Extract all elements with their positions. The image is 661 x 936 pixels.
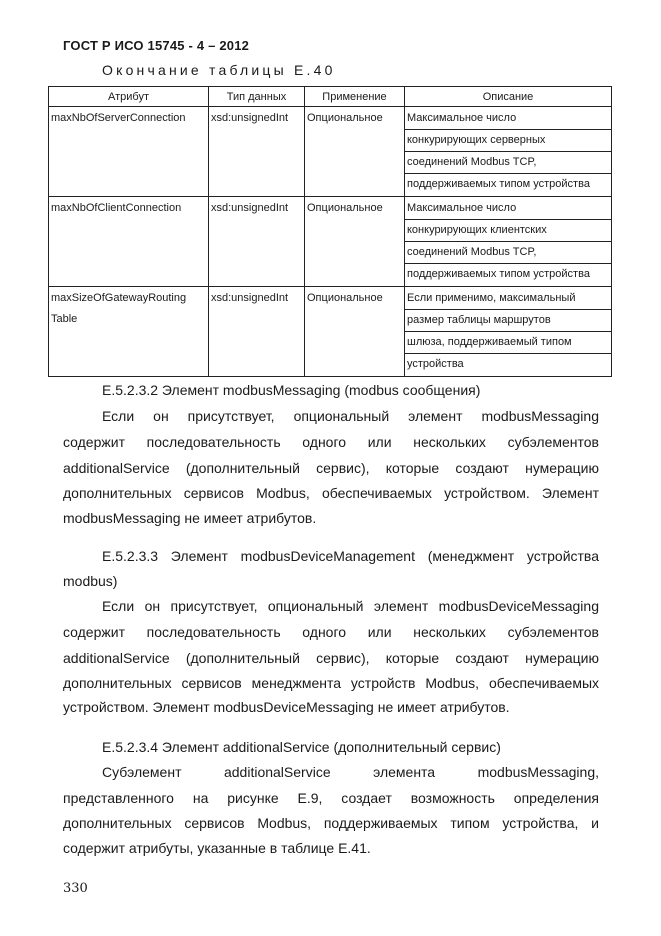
cell-text: maxNbOfClientConnection — [51, 202, 182, 214]
section-heading: Е.5.2.3.4 Элемент additionalService (дополнительный сервис) — [102, 739, 501, 755]
cell-text: конкурирующих серверных — [405, 130, 612, 152]
page-number: 330 — [63, 881, 88, 896]
cell-text: поддерживаемых типом устройства — [407, 178, 590, 190]
cell-attribute — [49, 197, 209, 287]
cell-attribute — [49, 287, 209, 377]
cell-text: maxNbOfServerConnection — [51, 112, 186, 124]
column-header-attribute: Атрибут — [49, 87, 209, 107]
cell-description — [405, 287, 612, 377]
cell-text: поддерживаемых типом устройства — [407, 268, 590, 280]
cell-text: Если применимо, максимальный — [405, 288, 612, 310]
cell-text: соединений Modbus TCP, — [405, 152, 612, 174]
cell-usage: Опциональное — [305, 107, 405, 197]
column-header-usage: Применение — [305, 87, 405, 107]
column-header-datatype: Тип данных — [209, 87, 305, 107]
cell-text: шлюза, поддерживаемый типом — [405, 332, 612, 354]
table-row — [49, 197, 612, 287]
paragraph-line: modbusMessaging не имеет атрибутов. — [63, 510, 317, 526]
paragraph-line: additionalService (дополнительный сервис), которые создают нумерацию — [63, 460, 599, 476]
cell-attribute — [49, 107, 209, 197]
paragraph-line: дополнительных сервисов Modbus, поддерживаемых типом устройства, и — [63, 815, 599, 831]
paragraph-line: устройством. Элемент modbusDeviceMessaging не имеет атрибутов. — [63, 699, 510, 715]
cell-datatype: xsd:unsignedInt — [209, 197, 305, 287]
cell-usage: Опциональное — [305, 197, 405, 287]
table-row — [49, 287, 612, 377]
section-heading: modbus) — [63, 573, 118, 589]
cell-text: maxSizeOfGatewayRouting — [51, 292, 187, 304]
table-caption: Окончание таблицы Е.40 — [102, 62, 336, 78]
cell-text: размер таблицы маршрутов — [405, 310, 612, 332]
paragraph-line: дополнительных сервисов Modbus, обеспечиваемых устройством. Элемент — [63, 485, 599, 501]
paragraph-line: Субэлемент additionalService элемента modbusMessaging, — [102, 764, 599, 780]
paragraph-line: Если он присутствует, опциональный элемент modbusMessaging — [102, 408, 599, 424]
paragraph-line: содержит атрибуты, указанные в таблице Е.41. — [63, 840, 371, 856]
document-header: ГОСТ Р ИСО 15745 - 4 – 2012 — [63, 38, 250, 53]
section-heading: Е.5.2.3.3 Элемент modbusDeviceManagement (менеджмент устройства — [102, 548, 599, 564]
table-row — [49, 107, 612, 197]
cell-text: Максимальное число — [405, 108, 612, 130]
cell-datatype: xsd:unsignedInt — [209, 107, 305, 197]
cell-description — [405, 197, 612, 287]
paragraph-line: дополнительных сервисов менеджмента устройств Modbus, обеспечиваемых — [63, 675, 599, 691]
paragraph-line: additionalService (дополнительный сервис), которые создают нумерацию — [63, 650, 599, 666]
cell-text: Максимальное число — [405, 198, 612, 220]
cell-text: Table — [51, 313, 78, 325]
cell-description — [405, 107, 612, 197]
paragraph-line: содержит последовательность одного или нескольких субэлементов — [63, 624, 599, 640]
paragraph-line: представленного на рисунке Е.9, создает возможность определения — [63, 790, 599, 806]
paragraph-line: Если он присутствует, опциональный элемент modbusDeviceMessaging — [102, 598, 599, 614]
cell-text: конкурирующих клиентских — [405, 220, 612, 242]
paragraph-line: содержит последовательность одного или нескольких субэлементов — [63, 434, 599, 450]
cell-datatype: xsd:unsignedInt — [209, 287, 305, 377]
cell-text: соединений Modbus TCP, — [405, 242, 612, 264]
attributes-table — [48, 86, 612, 377]
column-header-description: Описание — [405, 87, 612, 107]
table-header-row — [49, 87, 612, 107]
cell-usage: Опциональное — [305, 287, 405, 377]
cell-text: устройства — [407, 358, 464, 370]
section-heading: Е.5.2.3.2 Элемент modbusMessaging (modbus сообщения) — [102, 382, 481, 398]
